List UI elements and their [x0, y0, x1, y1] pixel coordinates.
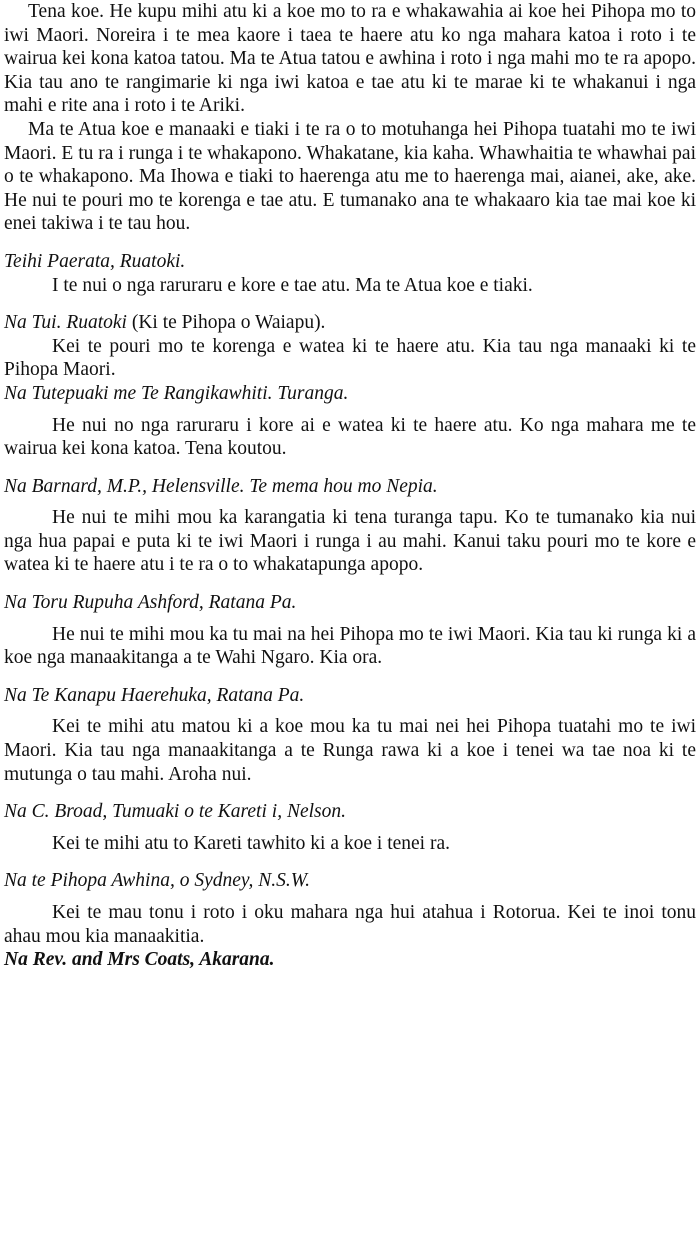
message-sender-note: (Ki te Pihopa o Waiapu). [126, 312, 326, 334]
message-sender: Na Toru Rupuha Ashford, Ratana Pa. [4, 592, 297, 614]
message-text: He nui no nga raruraru i kore ai e watea ki te haere atu. Ko nga mahara me te wairua kei kona katoa. Tena koutou. [4, 414, 696, 460]
message-sender: Teihi Paerata, Ruatoki. [4, 250, 186, 272]
message-sender: Na te Pihopa Awhina, o Sydney, N.S.W. [4, 870, 311, 892]
message-text: I te nui o nga raruraru e kore e tae atu. Ma te Atua koe e tiaki. [52, 274, 533, 296]
message-sender: Na Tui. Ruatoki (Ki te Pihopa o Waiapu). [4, 312, 326, 334]
message-text: He nui te mihi mou ka karangatia ki tena turanga tapu. Ko te tumanako kia nui nga hua papai e puta ki te iwi Maori i runga i au mahi. Kanui taku pouri mo te kore e watea ki te haere atu i te ra o to whakatapunga apopo. [4, 507, 696, 576]
message-sender: Na Tutepuaki me Te Rangikawhiti. Turanga. [4, 382, 349, 404]
message-text: Kei te mau tonu i roto i oku mahara nga hui atahua i Rotorua. Kei te inoi tonu ahau mou kia manaakitia. [4, 902, 696, 947]
message-text: Kei te mihi atu matou ki a koe mou ka tu mai nei hei Pihopa tuatahi mo te iwi Maori. Kia tau nga manaakitanga a te Runga rawa ki a koe i tenei wa tae noa ki te mutunga o tau mahi. Aroha nui. [4, 716, 696, 785]
message-text: He nui te mihi mou ka tu mai na hei Pihopa mo te iwi Maori. Kia tau ki runga ki a koe nga manaakitanga a te Wahi Ngaro. Kia ora. [4, 623, 696, 669]
message-sender: Na Te Kanapu Haerehuka, Ratana Pa. [4, 684, 305, 706]
message-text: Kei te mihi atu to Kareti tawhito ki a koe i tenei ra. [52, 832, 450, 854]
message-text: Kei te pouri mo te korenga e watea ki te haere atu. Kia tau nga manaaki ki te Pihopa Maori. [4, 335, 696, 381]
document-page [4, 0, 696, 972]
message-sender: Na C. Broad, Tumuaki o te Kareti i, Nelson. [4, 801, 346, 823]
intro-paragraph-1: Tena koe. He kupu mihi atu ki a koe mo to ra e whakawahia ai koe hei Pihopa mo to iwi Maori. Noreira i te mea kaore i taea te haere atu ko nga mahara katoa i roto i te wairua kei kona katoa tatou. Ma te Atua tatou e awhina i roto i nga mahi mo te ra apopo. Kia tau ano te rangimarie ki nga iwi katoa e tae atu ki te marae ki te whakanui i nga mahi e rite ana i roto i te Ariki. [4, 1, 696, 117]
message-sender: Na Rev. and Mrs Coats, Akarana. [4, 949, 275, 971]
intro-paragraph-2: Ma te Atua koe e manaaki e tiaki i te ra o to motuhanga hei Pihopa tuatahi mo te iwi Maori. E tu ra i runga i te whakapono. Whakatane, kia kaha. Whawhaitia te whawhai pai o te whakapono. Ma Ihowa e tiaki to haerenga atu me to haerenga mai, aianei, ake, ake. He nui te pouri mo te korenga e tae atu. E tumanako ana te whakaaro kia tae mai koe ki enei takiwa i te tau hou. [4, 118, 696, 235]
message-sender: Na Barnard, M.P., Helensville. Te mema hou mo Nepia. [4, 475, 438, 497]
